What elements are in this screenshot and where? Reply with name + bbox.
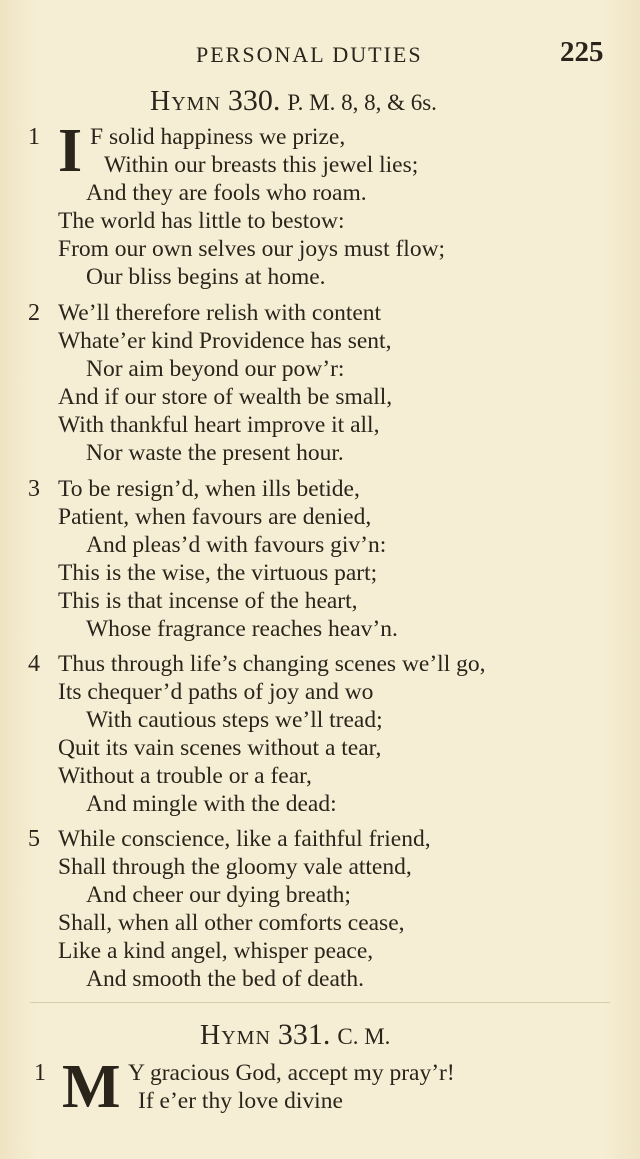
verse-line: This is the wise, the virtuous part; bbox=[58, 560, 378, 586]
verse-line: And if our store of wealth be small, bbox=[58, 384, 393, 410]
section-divider bbox=[30, 1002, 610, 1003]
verse-line: Without a trouble or a fear, bbox=[58, 763, 312, 789]
verse-line: Shall through the gloomy vale attend, bbox=[58, 854, 412, 880]
drop-cap-initial: I bbox=[58, 117, 83, 185]
verse-line: Like a kind angel, whisper peace, bbox=[58, 938, 374, 964]
verse-line: And they are fools who roam. bbox=[86, 180, 367, 206]
verse-line: We’ll therefore relish with content bbox=[58, 300, 382, 326]
verse-line: While conscience, like a faithful friend, bbox=[58, 826, 431, 852]
hymn-meter: P. M. 8, 8, & 6s. bbox=[287, 90, 437, 115]
hymn-word: Hymn bbox=[150, 86, 221, 117]
running-title: PERSONAL DUTIES bbox=[196, 42, 423, 67]
verse-line: Its chequer’d paths of joy and wo bbox=[58, 679, 374, 705]
hymn-number: 330. bbox=[227, 84, 281, 117]
verse-line: If e’er thy love divine bbox=[138, 1088, 343, 1114]
hymn-number: 331. bbox=[277, 1018, 331, 1051]
verse-line: To be resign’d, when ills betide, bbox=[58, 476, 360, 502]
verse-line: Y gracious God, accept my pray’r! bbox=[128, 1060, 455, 1086]
verse-line: And cheer our dying breath; bbox=[86, 882, 351, 908]
verse-line: From our own selves our joys must flow; bbox=[58, 236, 446, 262]
verse-line: With cautious steps we’ll tread; bbox=[86, 707, 383, 733]
verse-line: And pleas’d with favours giv’n: bbox=[86, 532, 387, 558]
verse-line: The world has little to bestow: bbox=[58, 208, 345, 234]
hymn-meter: C. M. bbox=[337, 1024, 391, 1049]
verse-line: And mingle with the dead: bbox=[86, 791, 337, 817]
verse-line: Our bliss begins at home. bbox=[86, 264, 326, 290]
verse-line: This is that incense of the heart, bbox=[58, 588, 358, 614]
drop-cap-initial: M bbox=[62, 1053, 121, 1121]
stanza-number: 5 bbox=[28, 826, 40, 852]
verse-line: And smooth the bed of death. bbox=[86, 966, 365, 992]
stanza-number: 1 bbox=[28, 124, 40, 150]
verse-line: Whose fragrance reaches heav’n. bbox=[86, 616, 398, 642]
stanza-number: 1 bbox=[34, 1060, 46, 1086]
verse-line: Within our breasts this jewel lies; bbox=[104, 152, 419, 178]
verse-line: Quit its vain scenes without a tear, bbox=[58, 735, 382, 761]
hymn-330-heading bbox=[150, 84, 630, 118]
hymn-word: Hymn bbox=[200, 1020, 271, 1051]
running-head bbox=[0, 36, 640, 70]
hymn-331-heading bbox=[200, 1018, 620, 1052]
stanza-number: 3 bbox=[28, 476, 40, 502]
stanza-number: 2 bbox=[28, 300, 40, 326]
verse-line: F solid happiness we prize, bbox=[90, 124, 346, 150]
verse-line: Nor aim beyond our pow’r: bbox=[86, 356, 345, 382]
verse-line: Nor waste the present hour. bbox=[86, 440, 344, 466]
page-number: 225 bbox=[560, 36, 604, 68]
verse-line: Patient, when favours are denied, bbox=[58, 504, 372, 530]
verse-line: Whate’er kind Providence has sent, bbox=[58, 328, 392, 354]
verse-line: With thankful heart improve it all, bbox=[58, 412, 380, 438]
stanza-number: 4 bbox=[28, 651, 40, 677]
verse-line: Thus through life’s changing scenes we’ll go, bbox=[58, 651, 486, 677]
verse-line: Shall, when all other comforts cease, bbox=[58, 910, 405, 936]
